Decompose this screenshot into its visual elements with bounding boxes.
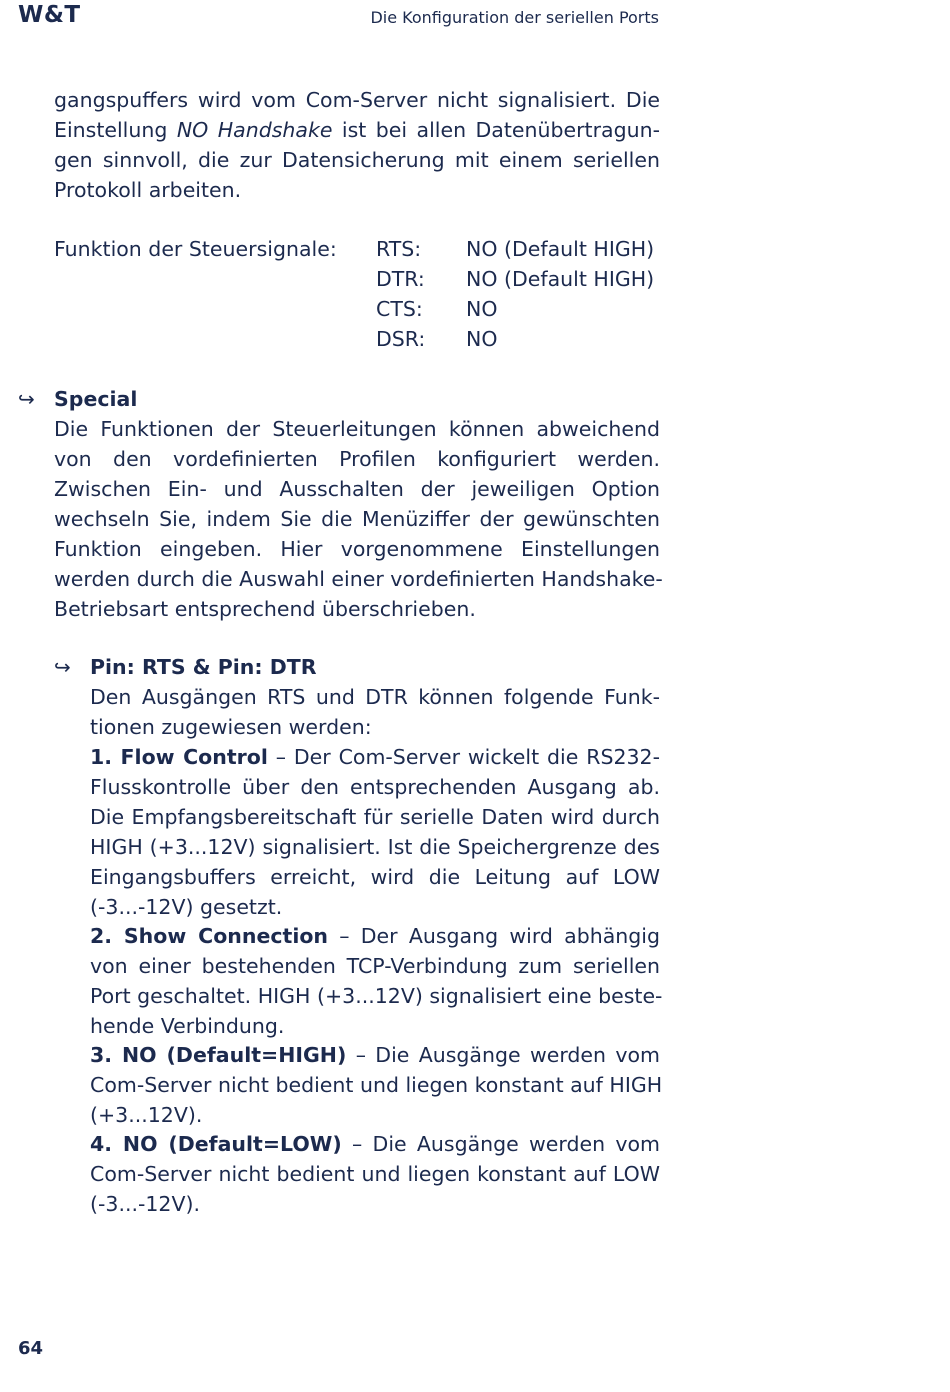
text-run: Einstellung bbox=[54, 118, 168, 142]
text-run: – Die Ausgänge werden vom bbox=[352, 1132, 660, 1156]
text-line: (-3...-12V). bbox=[90, 1192, 201, 1216]
text-line bbox=[90, 921, 660, 951]
signal-name: DSR: bbox=[376, 327, 426, 351]
logo: W&T bbox=[18, 2, 81, 28]
section-heading: Pin: RTS & Pin: DTR bbox=[90, 655, 317, 679]
item-title: 1. Flow Control bbox=[90, 745, 268, 769]
text-line: hende Verbindung. bbox=[90, 1014, 285, 1038]
text-line: von den vordefinierten Profilen konfiguriert werden. bbox=[54, 447, 660, 471]
emphasis-text: NO Handshake bbox=[176, 118, 333, 142]
text-run: ist bei allen Datenübertragun- bbox=[341, 118, 660, 142]
item-title: 2. Show Connection bbox=[90, 924, 329, 948]
text-run: – Der Ausgang wird abhängig bbox=[339, 924, 660, 948]
text-line: tionen zugewiesen werden: bbox=[90, 715, 372, 739]
hook-arrow-icon: ↪ bbox=[18, 387, 35, 411]
text-line: Flusskontrolle über den entsprechenden Ausgang ab. bbox=[90, 775, 660, 799]
signal-name: CTS: bbox=[376, 297, 423, 321]
text-line bbox=[90, 742, 660, 772]
hook-arrow-icon: ↪ bbox=[54, 655, 71, 679]
text-line: Eingangsbuffers erreicht, wird die Leitung auf LOW bbox=[90, 865, 660, 889]
text-line bbox=[90, 1129, 660, 1159]
text-line: werden durch die Auswahl einer vordefinierten Handshake- bbox=[54, 567, 663, 591]
signals-label: Funktion der Steuersignale: bbox=[54, 237, 337, 261]
text-line: Port geschaltet. HIGH (+3...12V) signalisiert eine beste- bbox=[90, 984, 663, 1008]
signal-value: NO bbox=[466, 327, 498, 351]
text-line: Die Empfangsbereitschaft für serielle Daten wird durch bbox=[90, 805, 660, 829]
text-run: – Der Com-Server wickelt die RS232- bbox=[275, 745, 660, 769]
text-line: gangspuffers wird vom Com-Server nicht signalisiert. Die bbox=[54, 88, 660, 112]
signal-name: DTR: bbox=[376, 267, 425, 291]
running-head: Die Konfiguration der seriellen Ports bbox=[370, 8, 659, 27]
signal-name: RTS: bbox=[376, 237, 422, 261]
signal-value: NO (Default HIGH) bbox=[466, 237, 655, 261]
text-line: gen sinnvoll, die zur Datensicherung mit einem seriellen bbox=[54, 148, 660, 172]
text-line: Com-Server nicht bedient und liegen konstant auf LOW bbox=[90, 1162, 660, 1186]
signal-value: NO bbox=[466, 297, 498, 321]
text-line: (-3...-12V) gesetzt. bbox=[90, 895, 283, 919]
item-title: 4. NO (Default=LOW) bbox=[90, 1132, 342, 1156]
text-line: wechseln Sie, indem Sie die Menüziffer der gewünschten bbox=[54, 507, 660, 531]
text-run: – Die Ausgänge werden vom bbox=[355, 1043, 660, 1067]
text-line bbox=[54, 115, 660, 145]
signal-value: NO (Default HIGH) bbox=[466, 267, 655, 291]
text-line: Zwischen Ein- und Ausschalten der jeweiligen Option bbox=[54, 477, 660, 501]
page-number: 64 bbox=[18, 1338, 44, 1359]
text-line: von einer bestehenden TCP-Verbindung zum seriellen bbox=[90, 954, 660, 978]
text-line bbox=[90, 1040, 660, 1070]
text-line: (+3...12V). bbox=[90, 1103, 203, 1127]
item-title: 3. NO (Default=HIGH) bbox=[90, 1043, 347, 1067]
text-line: HIGH (+3...12V) signalisiert. Ist die Speichergrenze des bbox=[90, 835, 660, 859]
text-line: Die Funktionen der Steuerleitungen können abweichend bbox=[54, 417, 660, 441]
text-line: Den Ausgängen RTS und DTR können folgende Funk- bbox=[90, 685, 660, 709]
text-line: Funktion eingeben. Hier vorgenommene Einstellungen bbox=[54, 537, 660, 561]
text-line: Com-Server nicht bedient und liegen konstant auf HIGH bbox=[90, 1073, 663, 1097]
text-line: Betriebsart entsprechend überschrieben. bbox=[54, 597, 476, 621]
section-heading: Special bbox=[54, 387, 138, 411]
text-line: Protokoll arbeiten. bbox=[54, 178, 242, 202]
